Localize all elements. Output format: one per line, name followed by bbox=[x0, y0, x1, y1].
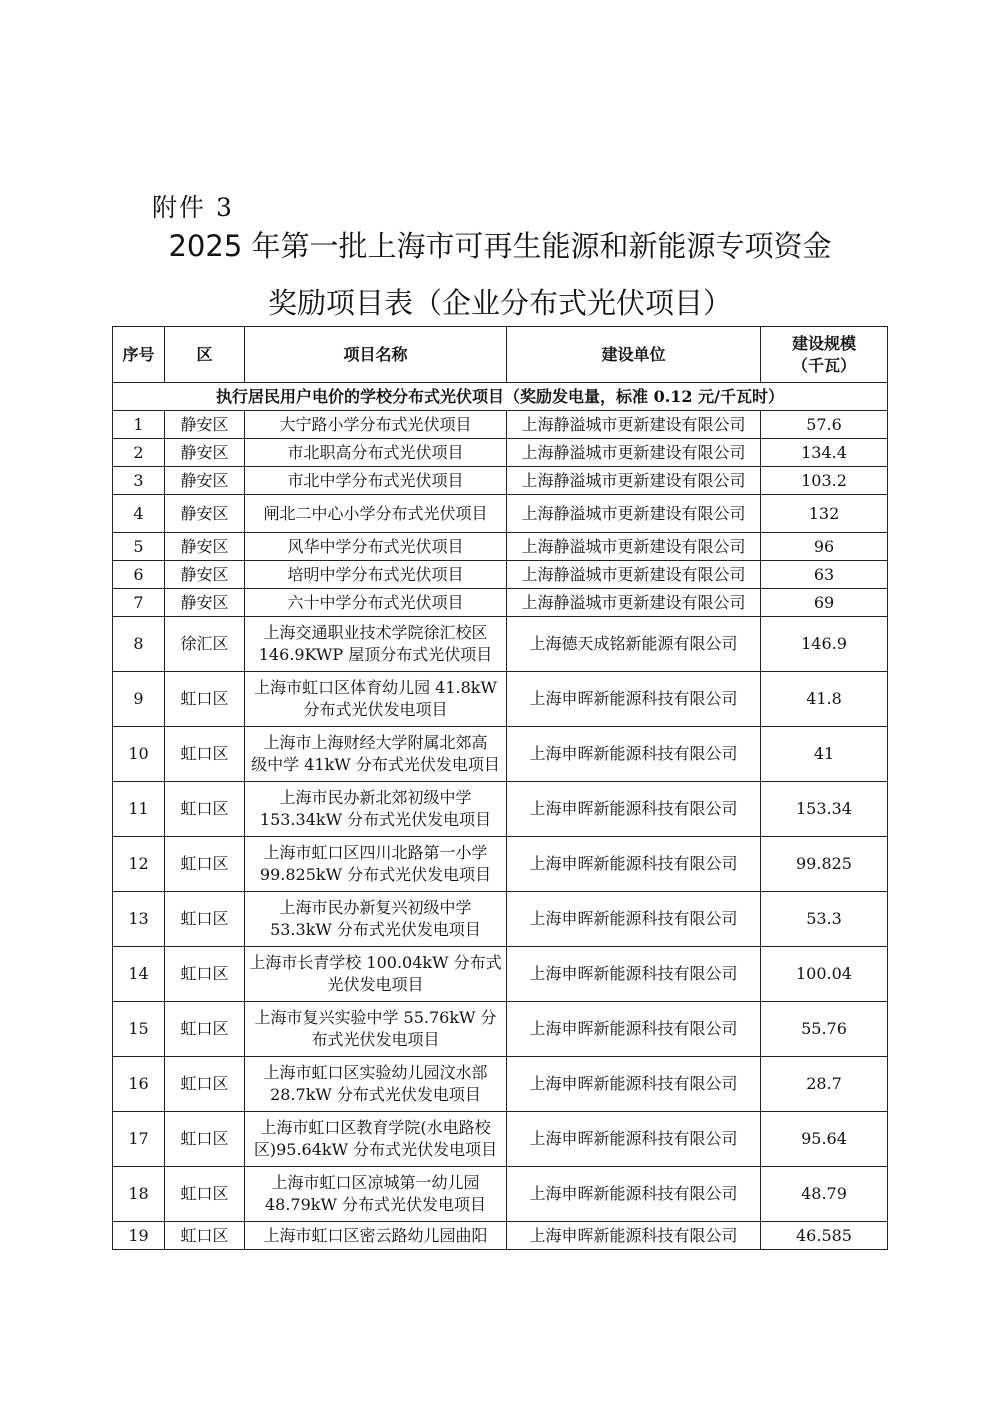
table-row bbox=[113, 1167, 888, 1222]
cell-seq: 18 bbox=[113, 1167, 165, 1222]
table-row bbox=[113, 1222, 888, 1250]
cell-district: 虹口区 bbox=[165, 1002, 245, 1057]
cell-seq: 4 bbox=[113, 495, 165, 533]
header-project-name: 项目名称 bbox=[245, 327, 507, 383]
cell-scale: 103.2 bbox=[761, 467, 888, 495]
cell-project-name bbox=[245, 411, 507, 439]
cell-district: 虹口区 bbox=[165, 892, 245, 947]
table-row bbox=[113, 672, 888, 727]
cell-seq: 3 bbox=[113, 467, 165, 495]
header-builder: 建设单位 bbox=[507, 327, 761, 383]
cell-project-name bbox=[245, 727, 507, 782]
project-name-line-1: 六十中学分布式光伏项目 bbox=[287, 592, 464, 612]
attachment-label: 附件 3 bbox=[152, 193, 234, 222]
table-row bbox=[113, 1002, 888, 1057]
project-name-line-1: 上海市复兴实验中学 55.76kW 分 bbox=[254, 1008, 497, 1027]
cell-district: 虹口区 bbox=[165, 1112, 245, 1167]
cell-builder: 上海申晖新能源科技有限公司 bbox=[507, 1057, 761, 1112]
cell-seq: 14 bbox=[113, 947, 165, 1002]
cell-district: 虹口区 bbox=[165, 727, 245, 782]
project-name-line-2: 28.7kW 分布式光伏发电项目 bbox=[270, 1085, 481, 1104]
cell-district: 静安区 bbox=[165, 439, 245, 467]
cell-project-name bbox=[245, 947, 507, 1002]
table-row bbox=[113, 782, 888, 837]
project-name-line-1: 上海市长青学校 100.04kW 分布式 bbox=[249, 953, 502, 972]
project-name-line-1: 市北中学分布式光伏项目 bbox=[287, 470, 464, 490]
cell-scale: 99.825 bbox=[761, 837, 888, 892]
cell-scale: 100.04 bbox=[761, 947, 888, 1002]
table-row bbox=[113, 411, 888, 439]
project-name-line-2: 分布式光伏发电项目 bbox=[303, 700, 448, 719]
table-row bbox=[113, 1057, 888, 1112]
project-table bbox=[112, 326, 888, 1250]
cell-project-name bbox=[245, 782, 507, 837]
cell-builder: 上海静溢城市更新建设有限公司 bbox=[507, 561, 761, 589]
cell-seq: 2 bbox=[113, 439, 165, 467]
cell-builder: 上海申晖新能源科技有限公司 bbox=[507, 947, 761, 1002]
table-row bbox=[113, 467, 888, 495]
cell-project-name bbox=[245, 1002, 507, 1057]
cell-district: 静安区 bbox=[165, 467, 245, 495]
cell-district: 徐汇区 bbox=[165, 617, 245, 672]
table-row bbox=[113, 837, 888, 892]
project-name-line-2: 48.79kW 分布式光伏发电项目 bbox=[264, 1195, 487, 1214]
header-seq: 序号 bbox=[113, 327, 165, 383]
table-header-row bbox=[113, 327, 888, 383]
cell-seq: 19 bbox=[113, 1222, 165, 1250]
cell-project-name bbox=[245, 1167, 507, 1222]
cell-seq: 17 bbox=[113, 1112, 165, 1167]
project-name-line-1: 上海市虹口区体育幼儿园 41.8kW bbox=[254, 678, 497, 697]
cell-scale: 95.64 bbox=[761, 1112, 888, 1167]
table-row bbox=[113, 1112, 888, 1167]
section-row bbox=[113, 383, 888, 411]
cell-seq: 9 bbox=[113, 672, 165, 727]
cell-district: 虹口区 bbox=[165, 1057, 245, 1112]
cell-scale: 55.76 bbox=[761, 1002, 888, 1057]
cell-scale: 28.7 bbox=[761, 1057, 888, 1112]
cell-builder: 上海申晖新能源科技有限公司 bbox=[507, 1112, 761, 1167]
cell-district: 虹口区 bbox=[165, 1167, 245, 1222]
cell-builder: 上海德天成铭新能源有限公司 bbox=[507, 617, 761, 672]
project-name-line-1: 培明中学分布式光伏项目 bbox=[287, 564, 464, 584]
project-name-line-1: 上海市虹口区四川北路第一小学 bbox=[263, 843, 488, 862]
project-name-line-2: 区)95.64kW 分布式光伏发电项目 bbox=[253, 1140, 498, 1159]
cell-scale: 46.585 bbox=[761, 1222, 888, 1250]
header-scale-line-1: 建设规模 bbox=[791, 333, 856, 353]
project-name-line-1: 上海市虹口区教育学院(水电路校 bbox=[260, 1118, 491, 1137]
cell-project-name bbox=[245, 467, 507, 495]
project-name-line-2: 53.3kW 分布式光伏发电项目 bbox=[270, 920, 481, 939]
project-name-line-2: 布式光伏发电项目 bbox=[311, 1030, 440, 1049]
cell-builder: 上海静溢城市更新建设有限公司 bbox=[507, 411, 761, 439]
cell-project-name bbox=[245, 617, 507, 672]
cell-seq: 10 bbox=[113, 727, 165, 782]
project-name-line-2: 光伏发电项目 bbox=[327, 975, 424, 994]
cell-district: 静安区 bbox=[165, 411, 245, 439]
cell-district: 虹口区 bbox=[165, 782, 245, 837]
cell-builder: 上海申晖新能源科技有限公司 bbox=[507, 782, 761, 837]
cell-builder: 上海申晖新能源科技有限公司 bbox=[507, 727, 761, 782]
cell-scale: 132 bbox=[761, 495, 888, 533]
table-row bbox=[113, 561, 888, 589]
cell-district: 静安区 bbox=[165, 533, 245, 561]
project-name-line-1: 闸北二中心小学分布式光伏项目 bbox=[263, 503, 488, 523]
cell-builder: 上海静溢城市更新建设有限公司 bbox=[507, 589, 761, 617]
cell-builder: 上海申晖新能源科技有限公司 bbox=[507, 672, 761, 727]
cell-district: 虹口区 bbox=[165, 672, 245, 727]
document-title-line-2: 奖励项目表（企业分布式光伏项目） bbox=[267, 286, 732, 320]
cell-project-name bbox=[245, 533, 507, 561]
cell-seq: 16 bbox=[113, 1057, 165, 1112]
project-name-line-1: 上海市民办新北郊初级中学 bbox=[279, 788, 472, 807]
cell-project-name bbox=[245, 1112, 507, 1167]
project-name-line-1: 市北职高分布式光伏项目 bbox=[287, 442, 464, 462]
cell-scale: 57.6 bbox=[761, 411, 888, 439]
cell-builder: 上海申晖新能源科技有限公司 bbox=[507, 837, 761, 892]
cell-seq: 15 bbox=[113, 1002, 165, 1057]
cell-scale: 134.4 bbox=[761, 439, 888, 467]
cell-project-name bbox=[245, 1222, 507, 1250]
cell-district: 虹口区 bbox=[165, 1222, 245, 1250]
document-title-line-1: 2025 年第一批上海市可再生能源和新能源专项资金 bbox=[168, 229, 832, 263]
project-name-line-2: 级中学 41kW 分布式光伏发电项目 bbox=[251, 755, 500, 774]
project-name-line-1: 大宁路小学分布式光伏项目 bbox=[279, 414, 472, 434]
section-title: 执行居民用户电价的学校分布式光伏项目（奖励发电量，标准 0.12 元/千瓦时） bbox=[113, 383, 888, 411]
cell-seq: 6 bbox=[113, 561, 165, 589]
cell-project-name bbox=[245, 439, 507, 467]
cell-scale: 41.8 bbox=[761, 672, 888, 727]
cell-builder: 上海申晖新能源科技有限公司 bbox=[507, 1222, 761, 1250]
table-row bbox=[113, 495, 888, 533]
table-row bbox=[113, 589, 888, 617]
cell-project-name bbox=[245, 672, 507, 727]
cell-seq: 1 bbox=[113, 411, 165, 439]
table-row bbox=[113, 947, 888, 1002]
project-name-line-1: 上海市虹口区实验幼儿园汶水部 bbox=[263, 1063, 488, 1082]
project-name-line-1: 上海市民办新复兴初级中学 bbox=[279, 898, 472, 917]
cell-project-name bbox=[245, 589, 507, 617]
cell-seq: 13 bbox=[113, 892, 165, 947]
table-row bbox=[113, 727, 888, 782]
cell-district: 静安区 bbox=[165, 495, 245, 533]
cell-builder: 上海申晖新能源科技有限公司 bbox=[507, 1167, 761, 1222]
table-row bbox=[113, 892, 888, 947]
cell-district: 静安区 bbox=[165, 589, 245, 617]
project-name-line-1: 上海交通职业技术学院徐汇校区 bbox=[263, 623, 488, 642]
table-row bbox=[113, 617, 888, 672]
table-row bbox=[113, 533, 888, 561]
cell-scale: 146.9 bbox=[761, 617, 888, 672]
header-scale-line-2: （千瓦） bbox=[791, 355, 856, 375]
cell-project-name bbox=[245, 561, 507, 589]
cell-project-name bbox=[245, 892, 507, 947]
cell-scale: 41 bbox=[761, 727, 888, 782]
cell-scale: 96 bbox=[761, 533, 888, 561]
cell-scale: 63 bbox=[761, 561, 888, 589]
cell-builder: 上海静溢城市更新建设有限公司 bbox=[507, 439, 761, 467]
cell-seq: 12 bbox=[113, 837, 165, 892]
cell-scale: 53.3 bbox=[761, 892, 888, 947]
table-row bbox=[113, 439, 888, 467]
cell-project-name bbox=[245, 495, 507, 533]
cell-project-name bbox=[245, 1057, 507, 1112]
cell-district: 虹口区 bbox=[165, 947, 245, 1002]
project-name-line-1: 风华中学分布式光伏项目 bbox=[287, 536, 464, 556]
cell-builder: 上海申晖新能源科技有限公司 bbox=[507, 1002, 761, 1057]
project-name-line-1: 上海市虹口区凉城第一幼儿园 bbox=[271, 1173, 480, 1192]
project-name-line-1: 上海市虹口区密云路幼儿园曲阳 bbox=[263, 1225, 488, 1245]
project-name-line-2: 99.825kW 分布式光伏发电项目 bbox=[259, 865, 492, 884]
project-name-line-2: 146.9KWP 屋顶分布式光伏项目 bbox=[258, 645, 493, 664]
cell-builder: 上海申晖新能源科技有限公司 bbox=[507, 892, 761, 947]
cell-district: 虹口区 bbox=[165, 837, 245, 892]
cell-seq: 7 bbox=[113, 589, 165, 617]
cell-project-name bbox=[245, 837, 507, 892]
cell-seq: 11 bbox=[113, 782, 165, 837]
cell-district: 静安区 bbox=[165, 561, 245, 589]
cell-seq: 5 bbox=[113, 533, 165, 561]
cell-seq: 8 bbox=[113, 617, 165, 672]
cell-builder: 上海静溢城市更新建设有限公司 bbox=[507, 495, 761, 533]
header-scale bbox=[761, 327, 888, 383]
cell-builder: 上海静溢城市更新建设有限公司 bbox=[507, 533, 761, 561]
cell-scale: 48.79 bbox=[761, 1167, 888, 1222]
cell-scale: 153.34 bbox=[761, 782, 888, 837]
cell-builder: 上海静溢城市更新建设有限公司 bbox=[507, 467, 761, 495]
header-district: 区 bbox=[165, 327, 245, 383]
project-name-line-1: 上海市上海财经大学附属北郊高 bbox=[263, 733, 488, 752]
project-name-line-2: 153.34kW 分布式光伏发电项目 bbox=[259, 810, 492, 829]
cell-scale: 69 bbox=[761, 589, 888, 617]
